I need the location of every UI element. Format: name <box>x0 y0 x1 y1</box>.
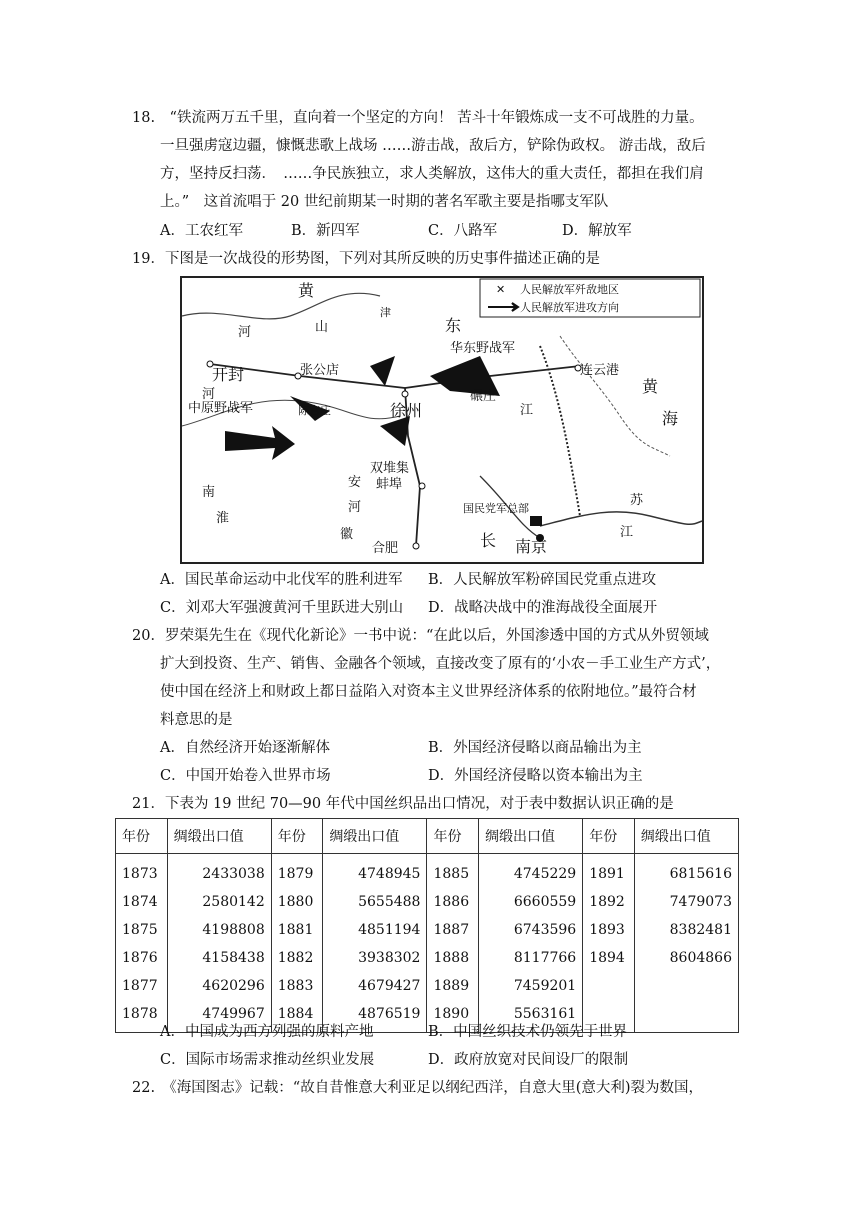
cell-year: 1876 <box>116 944 168 972</box>
cell-year: 1888 <box>427 944 479 972</box>
label-bengbu: 蚌埠 <box>376 477 403 492</box>
label-kaifeng: 开封 <box>212 365 245 384</box>
label-su: 苏 <box>630 493 644 508</box>
cell-year: 1874 <box>116 888 168 916</box>
q19-option-c: C．刘邓大军强渡黄河千里跃进大别山 <box>160 600 404 616</box>
cell-value: 6815616 <box>634 854 738 889</box>
label-jiang1: 江 <box>520 403 534 418</box>
cell-value: 4679427 <box>323 972 427 1000</box>
label-he1: 河 <box>238 325 252 340</box>
header-value: 绸缎出口值 <box>167 819 271 854</box>
q22-line-1: 22. 《海国图志》记载：“故自昔惟意大利亚足以纲纪西洋，自意大里(意大利)裂为数国， <box>132 1080 704 1096</box>
label-he3: 河 <box>348 500 362 515</box>
cell-value: 6743596 <box>479 916 583 944</box>
table-row <box>116 972 739 1000</box>
q20-line-3: 使中国在经济上和财政上都日益陷入对资本主义世界经济体系的依附地位。”最符合材 <box>160 684 697 700</box>
cell-year: 1889 <box>427 972 479 1000</box>
cell-year: 1883 <box>271 972 323 1000</box>
cell-value: 5655488 <box>323 888 427 916</box>
label-kmt-hq: 国民党军总部 <box>463 502 529 515</box>
table-row <box>116 854 739 889</box>
q19-stem: 19．下图是一次战役的形势图，下列对其所反映的历史事件描述正确的是 <box>132 251 600 267</box>
label-nan: 南 <box>202 485 216 500</box>
header-year: 年份 <box>583 819 635 854</box>
cell-value: 4876519 <box>323 1000 427 1033</box>
cell-value: 2433038 <box>167 854 271 889</box>
cell-value: 4748945 <box>323 854 427 889</box>
cell-value: 4620296 <box>167 972 271 1000</box>
label-shuangduiji: 双堆集 <box>370 461 410 476</box>
q21-stem: 21．下表为 19 世纪 70—90 年代中国丝织品出口情况，对于表中数据认识正确的是 <box>132 796 674 812</box>
header-value: 绸缎出口值 <box>479 819 583 854</box>
legend-label-1: 人民解放军歼敌地区 <box>520 283 619 296</box>
cell-value: 4158438 <box>167 944 271 972</box>
label-chenguanzhuang: 陈官庄 <box>298 404 331 417</box>
map-frame <box>181 277 703 563</box>
q19-option-b: B．人民解放军粉碎国民党重点进攻 <box>428 572 657 588</box>
label-lianyungang: 连云港 <box>580 363 620 378</box>
cell-value: 3938302 <box>323 944 427 972</box>
cell-year: 1881 <box>271 916 323 944</box>
label-huang2: 黄 <box>642 377 659 396</box>
cell-value: 4851194 <box>323 916 427 944</box>
battle-map <box>180 276 704 564</box>
cell-year: 1887 <box>427 916 479 944</box>
label-nanjing: 南京 <box>515 537 548 556</box>
q20-option-a: A．自然经济开始逐渐解体 <box>160 740 330 756</box>
kmt-hq-marker <box>530 516 542 526</box>
cell-value: 4749967 <box>167 1000 271 1033</box>
q18-option-b: B．新四军 <box>291 223 360 239</box>
q20-option-d: D．外国经济侵略以资本输出为主 <box>428 768 643 784</box>
cell-year: 1873 <box>116 854 168 889</box>
q19-option-d: D．战略决战中的淮海战役全面展开 <box>428 600 658 616</box>
label-chang: 长 <box>480 531 497 550</box>
label-huadong: 华东野战军 <box>450 341 516 356</box>
label-zhanggongdian: 张公店 <box>300 363 340 378</box>
header-year: 年份 <box>271 819 323 854</box>
q18-option-a: A．工农红军 <box>160 223 243 239</box>
label-hui: 徽 <box>340 527 354 542</box>
cell-year: 1880 <box>271 888 323 916</box>
label-jiang2: 江 <box>620 525 634 540</box>
city-bengbu-marker <box>419 483 425 489</box>
q21-option-a: A．中国成为西方列强的原料产地 <box>160 1024 374 1040</box>
table-row <box>116 944 739 972</box>
cell-year: 1877 <box>116 972 168 1000</box>
header-year: 年份 <box>116 819 168 854</box>
cell-value: 4198808 <box>167 916 271 944</box>
cell-year: 1891 <box>583 854 635 889</box>
cell-value <box>634 972 738 1000</box>
header-year: 年份 <box>427 819 479 854</box>
label-xuzhou: 徐州 <box>390 401 423 420</box>
header-value: 绸缎出口值 <box>634 819 738 854</box>
q18-line-4: 上。” 这首流唱于 20 世纪前期某一时期的著名军歌主要是指哪支军队 <box>160 194 609 210</box>
cell-year: 1886 <box>427 888 479 916</box>
q20-line-1: 20．罗荣渠先生在《现代化新论》一书中说：“在此以后，外国渗透中国的方式从外贸领域 <box>132 628 709 644</box>
cell-value: 6660559 <box>479 888 583 916</box>
cell-year: 1894 <box>583 944 635 972</box>
q21-option-b: B．中国丝织技术仍领先于世界 <box>428 1024 628 1040</box>
q21-option-c: C．国际市场需求推动丝织业发展 <box>160 1052 375 1068</box>
label-he2: 河 <box>202 387 216 402</box>
cell-year: 1884 <box>271 1000 323 1033</box>
silk-export-table <box>115 818 739 1033</box>
cell-value: 5563161 <box>479 1000 583 1033</box>
label-shan: 山 <box>315 320 329 335</box>
label-dong: 东 <box>445 316 462 335</box>
q20-option-b: B．外国经济侵略以商品输出为主 <box>428 740 642 756</box>
cell-year: 1892 <box>583 888 635 916</box>
q20-option-c: C．中国开始卷入世界市场 <box>160 768 331 784</box>
cell-value: 7479073 <box>634 888 738 916</box>
cell-value: 2580142 <box>167 888 271 916</box>
cell-year: 1893 <box>583 916 635 944</box>
q20-line-2: 扩大到投资、生产、销售、金融各个领域，直接改变了原有的‘小农－手工业生产方式’， <box>160 656 721 672</box>
cell-year: 1878 <box>116 1000 168 1033</box>
cell-value: 8604866 <box>634 944 738 972</box>
cell-year: 1890 <box>427 1000 479 1033</box>
cell-value: 8117766 <box>479 944 583 972</box>
cell-value: 4745229 <box>479 854 583 889</box>
cell-value <box>634 1000 738 1033</box>
label-zhongyuan: 中原野战军 <box>188 401 254 416</box>
label-an: 安 <box>348 475 362 490</box>
legend-cross-icon: ✕ <box>496 283 506 296</box>
table-header-row <box>116 819 739 854</box>
legend-label-2: 人民解放军进攻方向 <box>520 301 619 314</box>
label-hai: 海 <box>662 409 679 428</box>
q18-option-d: D．解放军 <box>562 223 632 239</box>
label-hefei: 合肥 <box>372 541 399 556</box>
header-value: 绸缎出口值 <box>323 819 427 854</box>
q21-option-d: D．政府放宽对民间设厂的限制 <box>428 1052 629 1068</box>
cell-year: 1879 <box>271 854 323 889</box>
cell-year: 1885 <box>427 854 479 889</box>
table-row <box>116 916 739 944</box>
label-huai: 淮 <box>216 511 230 526</box>
table-row <box>116 888 739 916</box>
label-nianzhuang: 碾庄 <box>470 389 497 404</box>
q18-line-3: 方，坚持反扫荡． ……争民族独立，求人类解放，这伟大的重大责任，都担在我们肩 <box>160 166 704 182</box>
city-xuzhou-marker <box>402 391 408 397</box>
label-huang1: 黄 <box>298 281 315 300</box>
q19-option-a: A．国民革命运动中北伐军的胜利进军 <box>160 572 403 588</box>
q18-line-1: 18. “铁流两万五千里，直向着一个坚定的方向！ 苦斗十年锻炼成一支不可战胜的力量。 <box>132 110 704 126</box>
cell-year <box>583 972 635 1000</box>
cell-year: 1875 <box>116 916 168 944</box>
cell-year: 1882 <box>271 944 323 972</box>
cell-value: 8382481 <box>634 916 738 944</box>
q20-line-4: 料意思的是 <box>160 712 233 728</box>
city-hefei-marker <box>413 543 419 549</box>
label-jin: 津 <box>380 306 391 319</box>
cell-value: 7459201 <box>479 972 583 1000</box>
q18-line-2: 一旦强虏寇边疆，慷慨悲歌上战场 ……游击战，敌后方，铲除伪政权。 游击战，敌后 <box>160 138 706 154</box>
q18-option-c: C．八路军 <box>428 223 498 239</box>
